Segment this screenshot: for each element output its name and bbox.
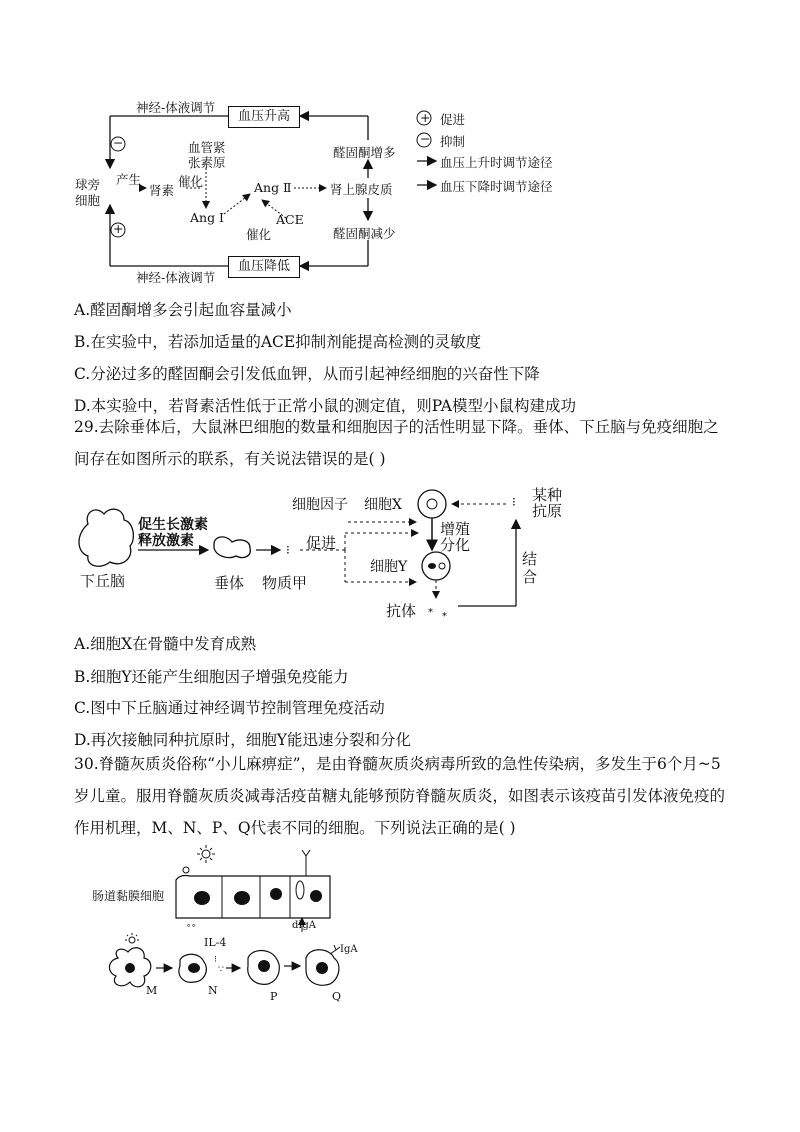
- box-bp-rise: 血压升高: [228, 106, 300, 128]
- svg-text:∵: ∵: [218, 965, 224, 975]
- bind-label-2: 合: [522, 568, 538, 586]
- fig1-top-label: 神经-体液调节: [136, 100, 216, 115]
- svg-text:⁝: ⁝: [512, 495, 516, 509]
- catalyze-label-2: 催化: [246, 227, 272, 242]
- q29-option-c: C.图中下丘脑通过神经调节控制管理免疫活动: [74, 699, 385, 717]
- svg-text:⁎: ⁎: [442, 608, 447, 619]
- produce-label: 产生: [116, 172, 142, 187]
- legend-fall-path: 血压下降时调节途径: [440, 179, 553, 194]
- hormone-label-1: 促生长激素: [138, 517, 208, 533]
- ace-label: ACE: [276, 212, 304, 227]
- aldo-up-label: 醛固酮增多: [333, 145, 396, 160]
- proliferate-label-2: 分化: [440, 536, 471, 554]
- diga-label: dIgA: [292, 920, 316, 931]
- q29-stem: 29.去除垂体后，大鼠淋巴细胞的数量和细胞因子的活性明显下降。垂体、下丘脑与免疫细胞之间存在如图所示的联系，有关说法错误的是( ): [74, 418, 719, 468]
- legend-promote: 促进: [440, 112, 466, 127]
- il4-label: IL-4: [204, 936, 227, 949]
- bind-label-1: 结: [522, 550, 538, 568]
- plus-symbol: +: [113, 221, 124, 236]
- fig1-bottom-label: 神经-体液调节: [136, 270, 216, 285]
- ang1-label: Ang Ⅰ: [190, 210, 224, 225]
- legend-inhibit: 抑制: [440, 134, 466, 149]
- promote-label: 促进: [306, 534, 337, 552]
- antigen-label-1: 某种: [532, 486, 563, 504]
- angiotensinogen-1: 血管紧: [188, 140, 226, 155]
- q29-option-a: A.细胞X在骨髓中发育成熟: [74, 635, 257, 653]
- svg-text:∘∘: ∘∘: [186, 921, 197, 930]
- q28-option-c: C.分泌过多的醛固酮会引发低血钾，从而引起神经细胞的兴奋性下降: [74, 365, 540, 383]
- cell-x-label: 细胞X: [364, 497, 402, 513]
- q28-option-d: D.本实验中，若肾素活性低于正常小鼠的测定值，则PA模型小鼠构建成功: [74, 397, 577, 415]
- catalyze-label-1: 催化: [178, 174, 204, 189]
- antigen-label-2: 抗原: [532, 502, 563, 520]
- cell-p-label: P: [270, 990, 278, 1003]
- iga-label: IgA: [340, 944, 358, 955]
- aldo-down-label: 醛固酮减少: [333, 226, 396, 241]
- cell-m-label: M: [146, 984, 158, 997]
- q28-option-a: A.醛固酮增多会引起血容量减小: [74, 301, 292, 319]
- mucosa-label: 肠道黏膜细胞: [92, 889, 165, 903]
- q29-option-b: B.细胞Y还能产生细胞因子增强免疫能力: [74, 668, 349, 686]
- cytokine-label: 细胞因子: [292, 497, 348, 513]
- antibody-label: 抗体: [386, 602, 417, 620]
- proliferate-label-1: 增殖: [440, 520, 471, 538]
- ang2-label: Ang Ⅱ: [254, 180, 292, 195]
- renin-label: 肾素: [149, 183, 175, 198]
- substance-label: 物质甲: [262, 574, 308, 592]
- legend-rise-path: 血压上升时调节途径: [440, 155, 553, 170]
- cell-label-2: 细胞: [75, 193, 101, 208]
- svg-text:⁝: ⁝: [286, 543, 290, 557]
- q28-option-b: B.在实验中，若添加适量的ACE抑制剂能提高检测的灵敏度: [74, 333, 482, 351]
- hypothalamus-label: 下丘脑: [80, 572, 126, 590]
- svg-text:⁝: ⁝: [214, 955, 217, 965]
- q29-option-d: D.再次接触同种抗原时，细胞Y能迅速分裂和分化: [74, 731, 412, 749]
- cell-label-1: 球旁: [75, 177, 101, 192]
- cell-y-label: 细胞Y: [370, 559, 408, 575]
- cell-q-label: Q: [332, 990, 342, 1003]
- adrenal-label: 肾上腺皮质: [330, 182, 393, 197]
- pituitary-label: 垂体: [214, 574, 245, 592]
- box-bp-fall: 血压降低: [228, 256, 300, 278]
- angiotensinogen-2: 张素原: [188, 155, 226, 170]
- q30-stem: 30.脊髓灰质炎俗称“小儿麻痹症”，是由脊髓灰质炎病毒所致的急性传染病，多发生于6个月~5岁儿童。服用脊髓灰质炎减毒活疫苗糖丸能够预防脊髓灰质炎，如图表示该疫苗引发体液免疫的作用机理，M、N、P、Q代表不同的细胞。下列说法正确的是( ): [74, 755, 726, 837]
- minus-symbol: −: [113, 135, 124, 150]
- hormone-label-2: 释放激素: [138, 533, 194, 549]
- svg-text:⁎: ⁎: [428, 604, 433, 615]
- cell-n-label: N: [208, 984, 218, 997]
